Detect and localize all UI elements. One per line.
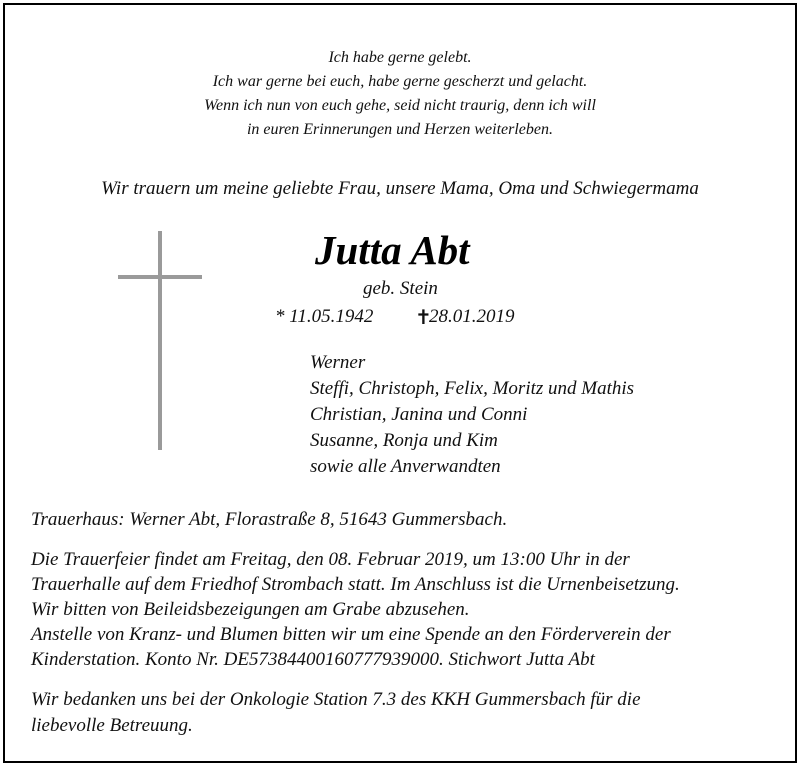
thanks-line: Wir bedanken uns bei der Onkologie Station 7.3 des KKH Gummersbach für die [31,689,641,710]
mourner-line: Werner [310,352,366,373]
thanks-line: liebevolle Betreuung. [31,715,193,736]
cross-icon [158,231,162,450]
birth-date: * 11.05.1942 [275,306,374,327]
intro-text: Wir trauern um meine geliebte Frau, unsere Mama, Oma und Schwiegermama [101,178,699,199]
ceremony-line: Anstelle von Kranz- und Blumen bitten wir um eine Spende an den Förderverein der [31,624,671,645]
ceremony-line: Trauerhalle auf dem Friedhof Strombach statt. Im Anschluss ist die Urnenbeisetzung. [31,574,680,595]
poem-line: Wenn ich nun von euch gehe, seid nicht traurig, denn ich will [204,97,596,114]
mourner-line: sowie alle Anverwandten [310,456,501,477]
ceremony-line: Die Trauerfeier findet am Freitag, den 08. Februar 2019, um 13:00 Uhr in der [31,549,630,570]
mourner-line: Christian, Janina und Conni [310,404,528,425]
poem-line: in euren Erinnerungen und Herzen weiterleben. [246,121,553,138]
death-cross-icon: ✝ [415,307,432,329]
ceremony-line: Wir bitten von Beileidsbezeigungen am Grabe abzusehen. [31,599,470,620]
trauerhaus-address: Trauerhaus: Werner Abt, Florastraße 8, 51643 Gummersbach. [31,509,508,530]
obituary-frame [3,3,797,763]
poem-line: Ich habe gerne gelebt. [328,49,472,66]
ceremony-line: Kinderstation. Konto Nr. DE57384400160777939000. Stichwort Jutta Abt [31,649,595,670]
deceased-name: Jutta Abt [315,227,470,273]
maiden-name: geb. Stein [363,278,438,299]
death-date: 28.01.2019 [429,306,515,327]
mourner-line: Susanne, Ronja und Kim [310,430,498,451]
poem-line: Ich war gerne bei euch, habe gerne gescherzt und gelacht. [212,73,588,90]
cross-icon-bar [118,275,202,279]
mourner-line: Steffi, Christoph, Felix, Moritz und Mathis [310,378,635,399]
